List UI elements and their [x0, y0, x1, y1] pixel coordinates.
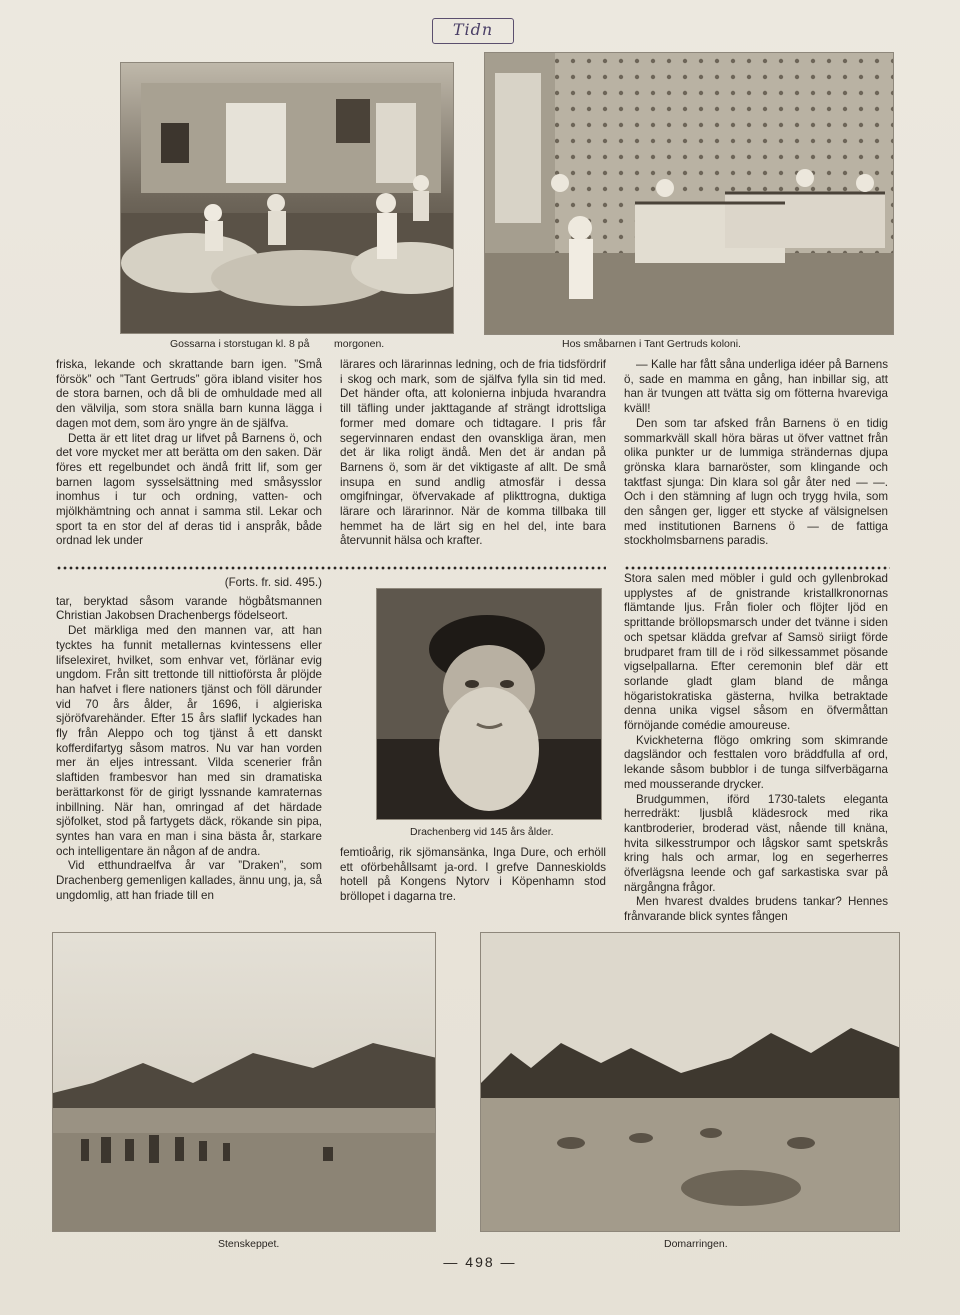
library-stamp: Tidn — [432, 18, 514, 44]
nursery-illustration — [485, 53, 894, 335]
article2-col2-p1: femtioårig, rik sjömansänka, Inga Dure, och erhöll ett oförbehållsamt ja-ord. I grefve Danneskiolds hotell på Kongens Nytorv i Köpenhamn stod bröllopet i dagarna tre. — [340, 846, 606, 904]
caption-top-left-a: Gossarna i storstugan kl. 8 på — [170, 338, 310, 350]
article1-col1-p2: Detta är ett litet drag ur lifvet på Barnens ö, och det vore mycket mer att berätta om den saken. Där föres ett regelbundet och ändå fritt lif, som ger barnen lagom sysselsättning med småsysslor inomhus i tur och ordning, vatten- och mjölkhämtning och annat i samma stil. Lekar och sport ta en stor del af deras tid i anspråk, både ordnad lek under — [56, 431, 322, 548]
portrait-illustration — [377, 589, 602, 820]
article2-col3-p2: Kvickheterna flögo omkring som skimrande dagsländor och festtalen voro bräddfulla af ord, lekande såsom bubblor i de tunga silfverbägarna med mousserande drycker. — [624, 733, 888, 791]
article1-col3-p2: Den som tar afsked från Barnens ö en tidig sommarkväll skall höra bäras ut öfver vattnet från olika punkter ur de lummiga strändernas djupa grönska klara barnaröster, som klingande och taktfast sjunga: Din klara sol går åter ned — —. Och i den stämning af lugn och trygg hvila, som den sången ger, ligger ett stycke af välsignelsen med institutionen Barnens ö — de fattiga stockholmsbarnens paradis. — [624, 416, 888, 548]
photo-boys-dormitory — [120, 62, 454, 334]
article2-col3-p1: Stora salen med möbler i guld och gyllenbrokad upplystes af de gnistrande kristallkronornas flämtande ljus. Från fioler och flöjter ljöd en sprittande bröllopsmarsch under det tvänne i siden och spetsar klädda grefvar af Samsö siriigt förde brudparet fram till de i röd silkessammet pösande vigselpallarna. Efter ceremonin blef där ett sorlande gladt glam bland de många högaristokratiska gästerna, hvilka betraktade denna unika vigsel såsom en öfvermåttan förnöjande comédie amoureuse. — [624, 572, 888, 733]
judges-ring-illustration — [481, 933, 900, 1232]
dotted-divider-right — [624, 566, 890, 570]
article2-column-2 — [340, 846, 606, 905]
article1-col1-p1: friska, lekande och skrattande barn igen. ”Små försök” och ”Tant Gertruds” göra ibland visiter hos de stora barnen, och då bli de omhuldade med all den välvilja, som stora snälla barn kunna lägga i dagen mot dem, som äro yngre än de själfva. — [56, 358, 322, 430]
article2-col3-p3: Brudgummen, iförd 1730-talets eleganta herredräkt: ljusblå klädesrock med rika kantbroderier, broderad väst, nående till knäna, hvita silkesstrumpor och lågskor samt spetskrås kring hals och armar, log en segerherres öfverlägsna leende och gaf sarkastiska svar på närgångna frågor. — [624, 792, 888, 894]
article2-col1-p3: Vid etthundraelfva år var ”Draken”, som Drachenberg gemenligen kallades, ännu ung, ja, så ungdomlig, att han friade till en — [56, 859, 322, 902]
photo-judges-ring — [480, 932, 900, 1232]
article2-col1-p1: tar, beryktad såsom varande högbåtsmannen Christian Jakobsen Drachenbergs födelseort. — [56, 594, 322, 623]
photo-drachenberg-portrait — [376, 588, 602, 820]
caption-stone-ship: Stenskeppet. — [218, 1238, 280, 1250]
photo-small-children — [484, 52, 894, 335]
caption-portrait: Drachenberg vid 145 års ålder. — [410, 826, 554, 838]
caption-top-right: Hos småbarnen i Tant Gertruds koloni. — [562, 338, 741, 350]
article1-column-1 — [56, 358, 322, 549]
article2-col1-p2: Det märkliga med den mannen var, att han tycktes ha funnit metallernas kvintessens eller lifselexiret, hvilket, som enhvar vet, förlänar evig ungdom. Från sitt trettonde till nittioförsta år plöjde han hafvet i flere nationers tjänst och föll därunder vid 70 års ålder, år 1696, i algieriska sjöröfvarehänder. Efter 15 års slaflif lyckades han fly från Aleppo och tog tjänst å ett danskt kofferdifartyg såsom matros. Nu var han vorden mer än eljes intressant. Vilda scenerier från slaftiden frambesvor han med sin dramatiska berättarkonst för de girigt lyssnande kamraternas inbillning. När han, omringad af det härdade sjöfolket, stod på fartygets däck, rökande sin pipa, syntes han vara en man i sina bästa år, starkare och intelligentare än någon af de andra. — [56, 624, 322, 858]
article2-column-1 — [56, 572, 322, 903]
dotted-divider-left — [56, 566, 606, 570]
stone-ship-illustration — [53, 933, 436, 1232]
photo-stone-ship — [52, 932, 436, 1232]
article2-column-3 — [624, 572, 888, 925]
caption-judges-ring: Domarringen. — [664, 1238, 728, 1250]
page-number: — 498 — — [443, 1254, 517, 1270]
dormitory-illustration — [121, 63, 454, 334]
article1-column-2 — [340, 358, 606, 549]
article2-col3-p4: Men hvarest dvaldes brudens tankar? Hennes frånvarande blick syntes fången — [624, 895, 888, 924]
article1-col2-p1: lärares och lärarinnas ledning, och de fria tidsfördrif i skog och mark, som de själfva fylla sin tid med. Det händer ofta, att kolonierna inbjuda hvarandra till täfling under jakttagande af strängt idrottsliga former med domare och tidtagare. I pris får segervinnaren endast den ovanskliga äran, men det är lika roligt ändå. Men det är andan på Barnens ö, som är det viktigaste af allt. De små insupa en sund andlig atmosfär i dessa omgifningar, öfvervakade af plikttrogna, duktiga lärare och lärarinnor. När de komma tillbaka till hemmet ha de lärt sig en hel del, inte bara återvunnit hälsa och krafter. — [340, 358, 606, 548]
caption-top-left-b: morgonen. — [334, 338, 385, 350]
article1-column-3 — [624, 358, 888, 549]
article1-col3-p1: — Kalle har fått såna underliga idéer på Barnens ö, sade en mamma en gång, han inbillar sig, att han är tvungen att tvätta sig om fötterna hvareviga kväll! — [624, 358, 888, 416]
continued-from-note: (Forts. fr. sid. 495.) — [224, 576, 322, 589]
